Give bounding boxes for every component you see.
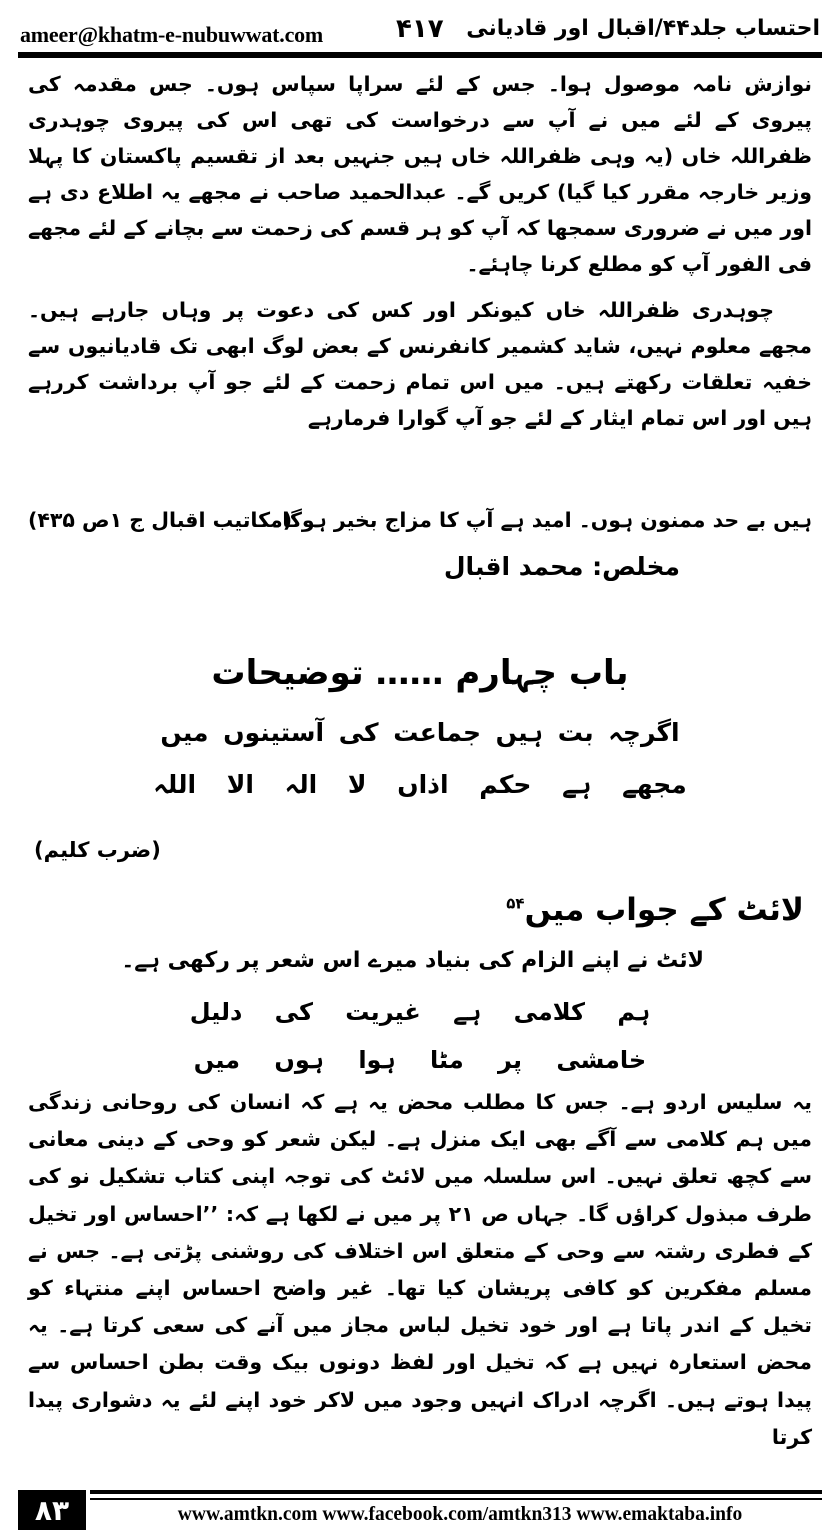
signature: مخلص: محمد اقبال	[443, 552, 680, 581]
section-subheading	[506, 892, 804, 928]
intro-line: لائٹ نے اپنے الزام کی بنیاد میرے اس شعر پر رکھی ہے۔	[121, 948, 704, 973]
verse-line-2: مجھے ہے حکم اذاں لا الہ الا اللہ	[153, 770, 687, 799]
chapter-heading: باب چہارم …… توضیحات	[211, 653, 629, 693]
footer-urls[interactable]: www.amtkn.com www.facebook.com/amtkn313 www.emaktaba.info	[177, 1504, 743, 1525]
footer-rule-thick	[90, 1490, 822, 1494]
header-title: احتساب جلد۴۴/اقبال اور قادیانی	[466, 16, 820, 41]
couplet-line-1: ہم کلامی ہے غیریت کی دلیل	[189, 998, 651, 1026]
verse-source: (ضرب کلیم)	[34, 838, 161, 862]
page-header	[18, 8, 822, 52]
letter-paragraph-2: چوہدری ظفراللہ خاں کیونکر اور کس کی دعوت پر وہاں جارہے ہیں۔ مجھے معلوم نہیں، شاید کشمیر کانفرنس کے بعض لوگ ابھی تک قادیانیوں سے خفیہ تعلقات رکھتے ہیں۔ میں اس تمام زحمت کے لئے جو آپ برداشت کررہے ہیں اور اس تمام ایثار کے لئے جو آپ گوارا فرمارہے	[28, 298, 812, 430]
header-email[interactable]: ameer@khatm-e-nubuwwat.com	[20, 22, 324, 47]
footnote-mark: ۵۴	[506, 894, 525, 913]
letter-reference: (مکاتیب اقبال ج ۱ص ۴۳۵)	[28, 508, 293, 532]
closing-line: ہیں بے حد ممنون ہوں۔ امید ہے آپ کا مزاج بخیر ہوگا۔	[270, 508, 812, 532]
page-footer	[18, 1490, 822, 1534]
couplet-line-2: خامشی پر مٹا ہوا ہوں میں	[193, 1046, 647, 1074]
header-page-number: ۴۱۷	[396, 14, 444, 44]
subheading-text: لائٹ کے جواب میں	[524, 892, 804, 928]
header-rule	[18, 52, 822, 58]
footer-rule-thin	[90, 1498, 822, 1500]
closing-row	[28, 508, 812, 544]
footer-page-number: ۸۳	[18, 1490, 86, 1530]
explanation-paragraph: یہ سلیس اردو ہے۔ جس کا مطلب محض یہ ہے کہ انسان کی روحانی زندگی میں ہم کلامی سے آگے بھی ایک منزل ہے۔ لیکن شعر کو وحی کے دینی معانی سے کچھ تعلق نہیں۔ اس سلسلہ میں لائٹ کی توجہ اپنی کتاب تشکیل نو کی طرف مبذول کراؤں گا۔ جہاں ص ۲۱ پر میں نے لکھا ہے کہ: ’’احساس اور تخیل کے فطری رشتہ سے وحی کے متعلق اس اختلاف کی روشنی پڑتی ہے۔ جس نے مسلم مفکرین کو کافی پریشان کیا تھا۔ غیر واضح احساس اپنے منتہاء کو تخیل کے اندر پاتا ہے اور خود تخیل لباس مجاز میں آنے کی سعی کرتا ہے۔ یہ محض استعارہ نہیں ہے کہ تخیل اور لفظ دونوں بیک وقت بطن احساس سے پیدا ہوتے ہیں۔ اگرچہ ادراک انہیں وجود میں لاکر خود اپنے لئے یہ دشواری پیدا کرتا	[28, 1090, 812, 1449]
letter-paragraph-1: نوازش نامہ موصول ہوا۔ جس کے لئے سراپا سپاس ہوں۔ جس مقدمہ کی پیروی کے لئے میں نے آپ سے درخواست کی تھی اس کی پیروی چوہدری ظفراللہ خاں (یہ وہی ظفراللہ خاں ہیں جنہیں بعد از تقسیم پاکستان کا پہلا وزیر خارجہ مقرر کیا گیا) کریں گے۔ عبدالحمید صاحب نے مجھے یہ اطلاع دی ہے اور میں نے ضروری سمجھا کہ آپ کو ہر قسم کی زحمت سے بچانے کے لئے مجھے فی الفور آپ کو مطلع کرنا چاہئے۔	[28, 72, 812, 276]
verse-line-1: اگرچہ بت ہیں جماعت کی آستینوں میں	[160, 718, 680, 747]
